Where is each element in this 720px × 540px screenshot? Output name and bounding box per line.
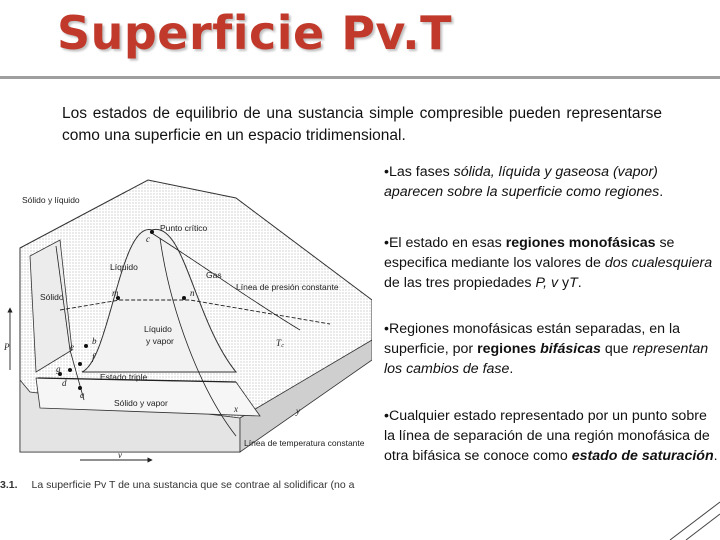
figure-caption — [0, 479, 372, 491]
figure-caption-text: La superficie Pv T de una sustancia que se contrae al solidificar (no a — [31, 479, 355, 491]
bullet-item — [384, 233, 720, 293]
label-linea-presion: Línea de presión constante — [236, 282, 339, 292]
label-pt-a: a — [80, 390, 85, 400]
bullet-text-segment: de las tres propiedades — [384, 275, 536, 291]
bullet-text-segment: . — [713, 448, 718, 464]
label-solido-liquido: Sólido y líquido — [22, 195, 80, 205]
bullet-text-segment: •Regiones monofásicas están separadas, en la superficie, por — [384, 321, 680, 357]
pvt-surface-figure — [0, 160, 372, 500]
label-liquido-vapor-1: Líquido — [144, 324, 172, 334]
bullet-text-segment: regiones monofásicas — [505, 235, 656, 251]
bullet-text-segment: . — [577, 275, 582, 291]
bullet-text-segment: bifásicas — [540, 341, 601, 357]
label-gas: Gas — [206, 270, 222, 280]
label-pt-c: c — [146, 234, 150, 244]
bullet-text-segment: . — [509, 361, 514, 377]
label-pt-f: f — [92, 352, 95, 362]
bullet-text-segment: •Las fases — [384, 164, 454, 180]
pvt-surface-diagram — [0, 160, 372, 500]
title-divider — [0, 76, 720, 79]
label-pt-m: m — [112, 288, 119, 298]
label-p-axis: P — [4, 342, 10, 352]
bullet-text-segment: y — [558, 275, 570, 291]
bullet-text-segment: P, v — [535, 275, 559, 291]
label-solido-vapor: Sólido y vapor — [114, 398, 168, 408]
bullet-item — [384, 406, 720, 466]
bullet-text-segment: regiones — [477, 341, 541, 357]
bullet-text-segment: T — [569, 275, 578, 291]
bullet-text-segment: dos cualesquiera — [604, 255, 713, 271]
label-pt-x: x — [234, 404, 238, 414]
bullet-text-segment: se especifica mediante los valores de — [384, 235, 675, 271]
bullet-item — [384, 162, 720, 202]
label-solido: Sólido — [40, 292, 64, 302]
bullet-text-segment: sólida, líquida y gaseosa (vapor) aparecen sobre la superficie como regiones — [384, 164, 660, 200]
bullet-text-segment: estado de saturación — [571, 448, 714, 464]
label-estado-triple: Estado triple — [100, 372, 148, 382]
label-pt-n: n — [190, 288, 195, 298]
label-pt-g: g — [56, 364, 61, 374]
bullet-text-segment: •El estado en esas — [384, 235, 506, 251]
label-pt-e: e — [70, 342, 74, 352]
label-tc: T꜀ — [276, 338, 285, 348]
bullet-item — [384, 319, 720, 379]
label-v-axis: v — [118, 450, 122, 460]
label-pt-d: d — [62, 378, 67, 388]
label-pt-b: b — [92, 336, 97, 346]
bullet-text-segment: que — [600, 341, 633, 357]
label-punto-critico: Punto crítico — [160, 223, 208, 233]
label-linea-temperatura: Línea de temperatura constante — [244, 438, 365, 448]
bullet-text-segment: . — [659, 184, 664, 200]
label-liquido-vapor-2: y vapor — [146, 336, 174, 346]
label-pt-y: y — [296, 406, 300, 416]
intro-paragraph: Los estados de equilibrio de una sustancia simple compresible pueden representarse como una superficie en un espacio tridimensional. — [62, 105, 662, 144]
slide-title: Superficie Pv.T — [57, 6, 453, 60]
bullet-text-segment: •Cualquier estado representado por un punto sobre la línea de separación de una región monofásica de otra bifásica se conoce como — [384, 408, 710, 464]
bullet-list — [384, 162, 720, 497]
figure-caption-number: 3.1. — [0, 479, 18, 491]
corner-decoration — [640, 490, 720, 540]
label-liquido: Líquido — [110, 262, 138, 272]
bullet-text-segment: representan los cambios de fase — [384, 341, 709, 377]
